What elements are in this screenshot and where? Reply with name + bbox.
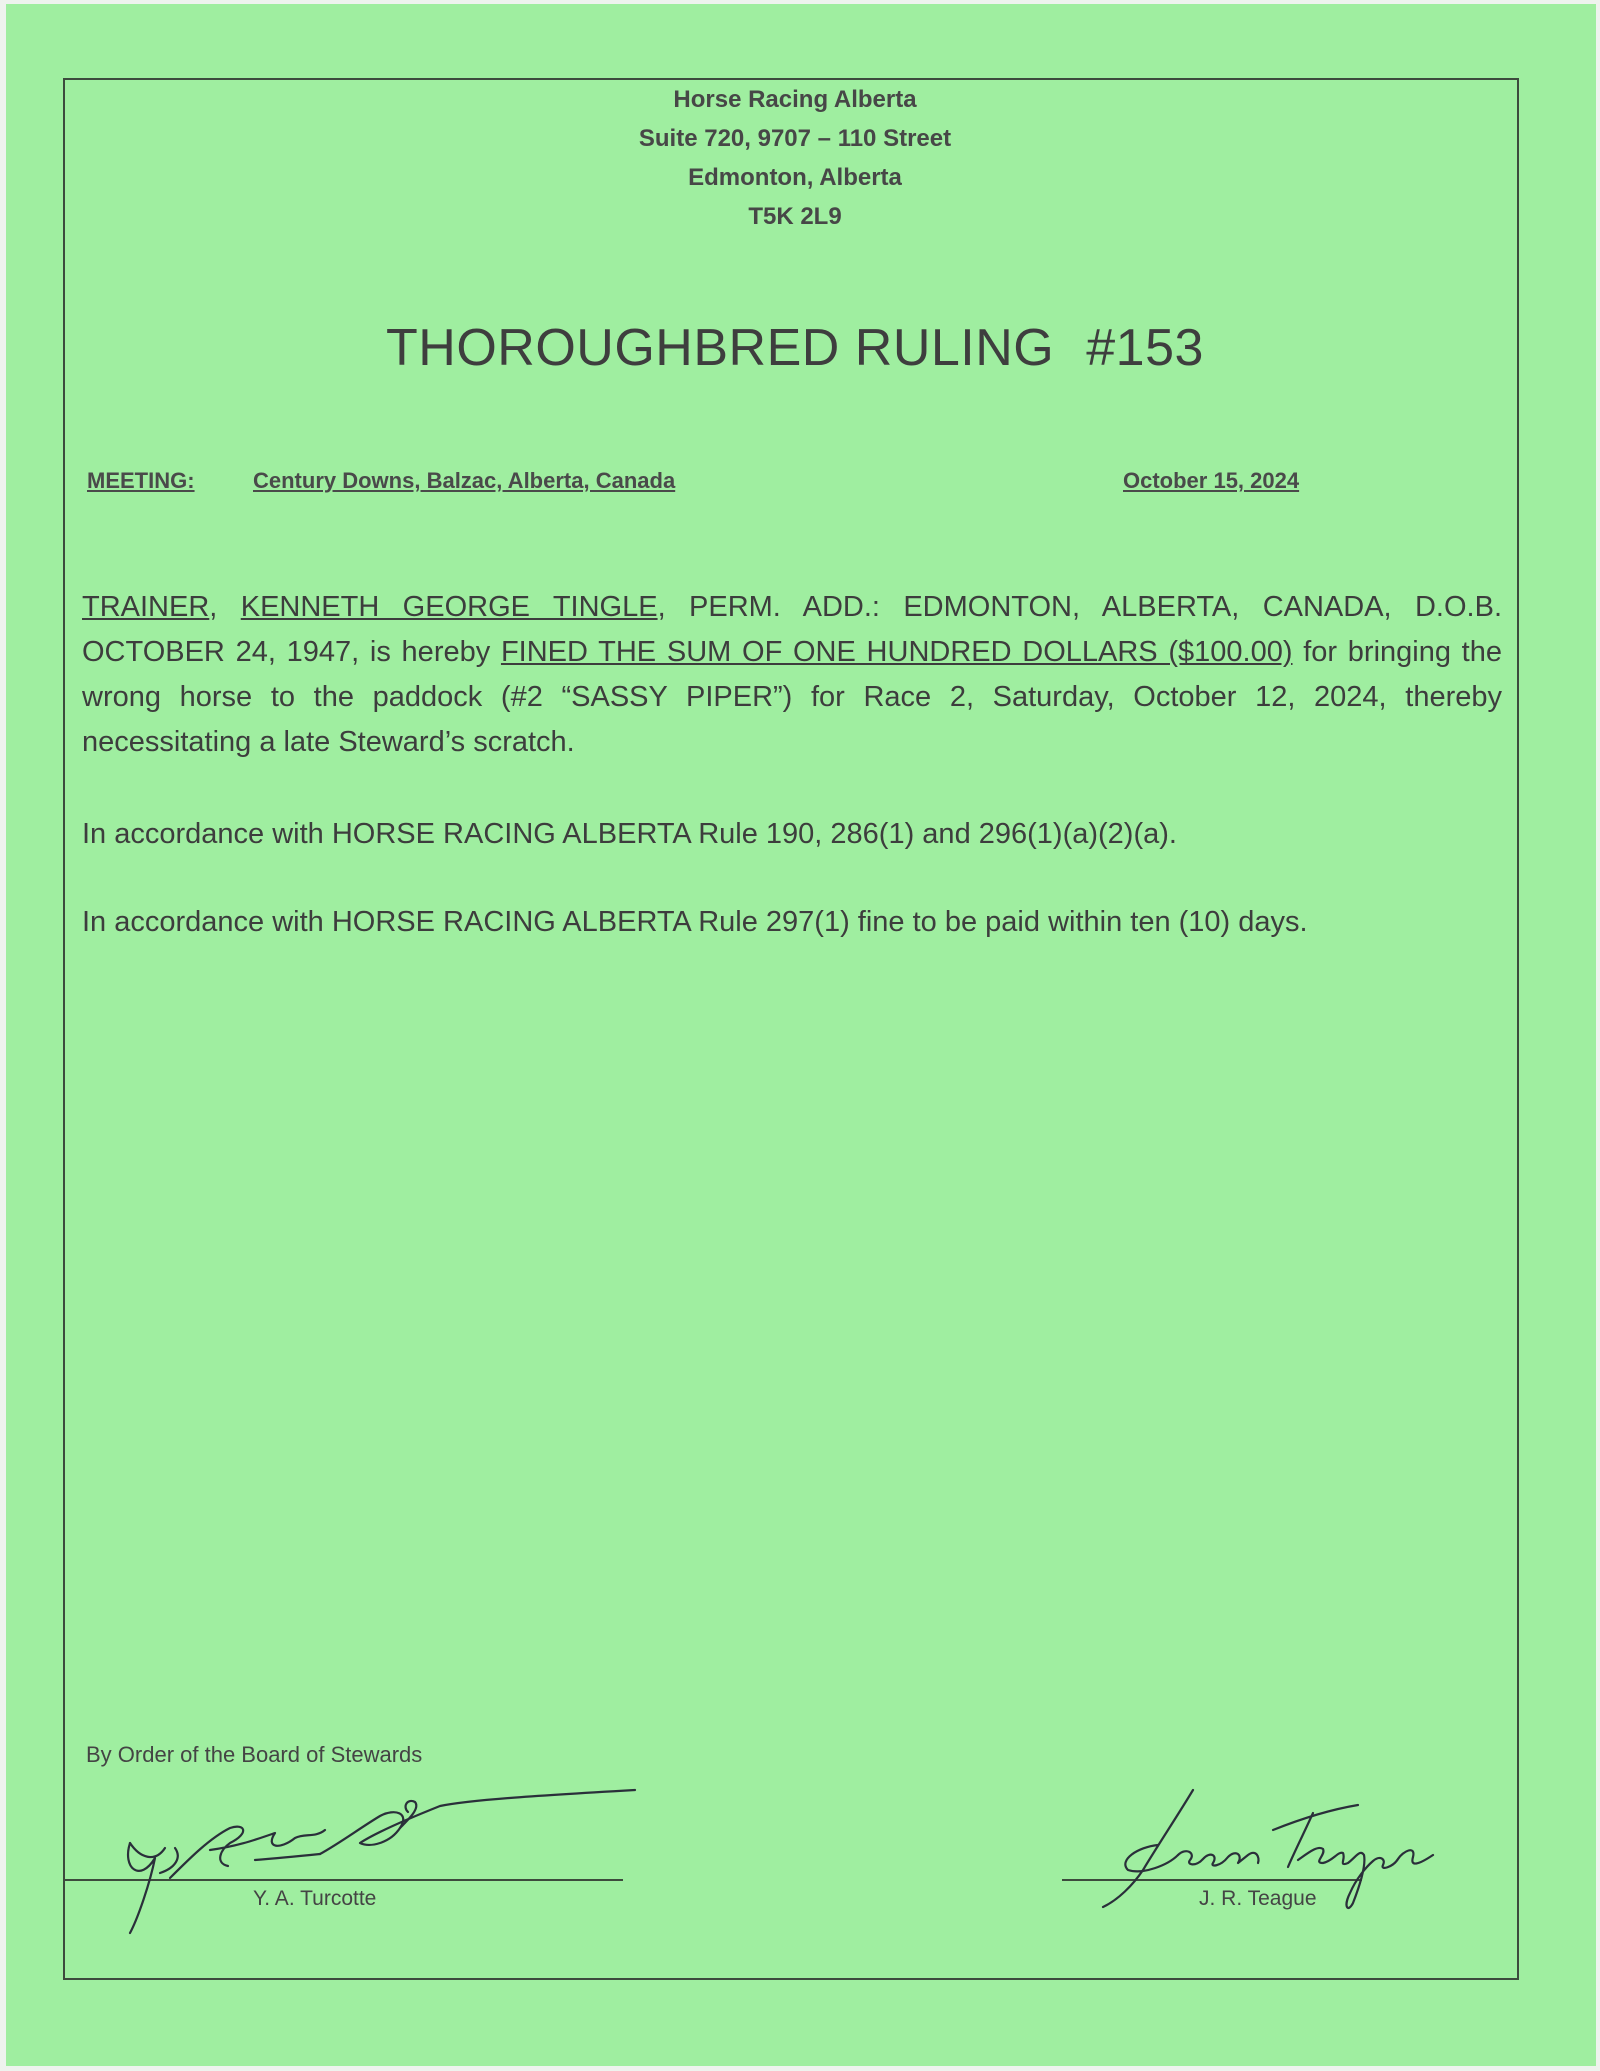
meeting-date: October 15, 2024 [1123,468,1300,493]
org-address-line2: Edmonton, Alberta [688,164,902,191]
rule-reference-paragraph: In accordance with HORSE RACING ALBERTA Rule 190, 286(1) and 296(1)(a)(2)(a). [82,818,1177,850]
board-order-text: By Order of the Board of Stewards [86,1742,423,1767]
org-name: Horse Racing Alberta [673,86,917,113]
trainer-role: TRAINER [82,591,210,623]
meeting-label: MEETING: [87,468,195,493]
org-postal-code: T5K 2L9 [748,203,842,230]
trainer-name: KENNETH GEORGE TINGLE [240,591,658,623]
org-address-line1: Suite 720, 9707 – 110 Street [638,125,952,152]
ruling-title-text: THOROUGHBRED RULING [386,319,1055,377]
ruling-title [0,318,1590,378]
penalty-text: FINED THE SUM OF ONE HUNDRED DOLLARS ($100.00) [500,636,1293,668]
meeting-venue: Century Downs, Balzac, Alberta, Canada [253,468,676,493]
ruling-number: #153 [1086,319,1204,377]
letterhead [0,80,1590,236]
steward-name-turcotte: Y. A. Turcotte [253,1887,377,1910]
steward-name-teague: J. R. Teague [1199,1887,1317,1910]
payment-terms-paragraph: In accordance with HORSE RACING ALBERTA Rule 297(1) fine to be paid within ten (10) days. [82,906,1308,938]
signature-teague [1098,1775,1438,1915]
signature-turcotte [110,1788,650,1938]
ruling-paragraph: TRAINER, KENNETH GEORGE TINGLE, PERM. ADD.: EDMONTON, ALBERTA, CANADA, D.O.B. OCTOBER 24, 1947, is hereby FINED THE SUM OF ONE HUNDRED DOLLARS ($100.00) for bringing the wrong horse to the paddock (#2 “SASSY PIPER”) for Race 2, Saturday, October 12, 2024, thereby necessitating a late Steward’s scratch. [82,591,1502,758]
ruling-text-part1: , PERM. ADD.: EDMONTON, ALBERTA, CANADA, D.O.B. OCTOBER 24, 1947, is hereby [82,591,1502,668]
ruling-text-part2: for bringing the wrong horse to the paddock (#2 “SASSY PIPER”) for Race 2, Saturday, October 12, 2024, thereby necessitating a late Steward’s scratch. [82,636,1502,758]
